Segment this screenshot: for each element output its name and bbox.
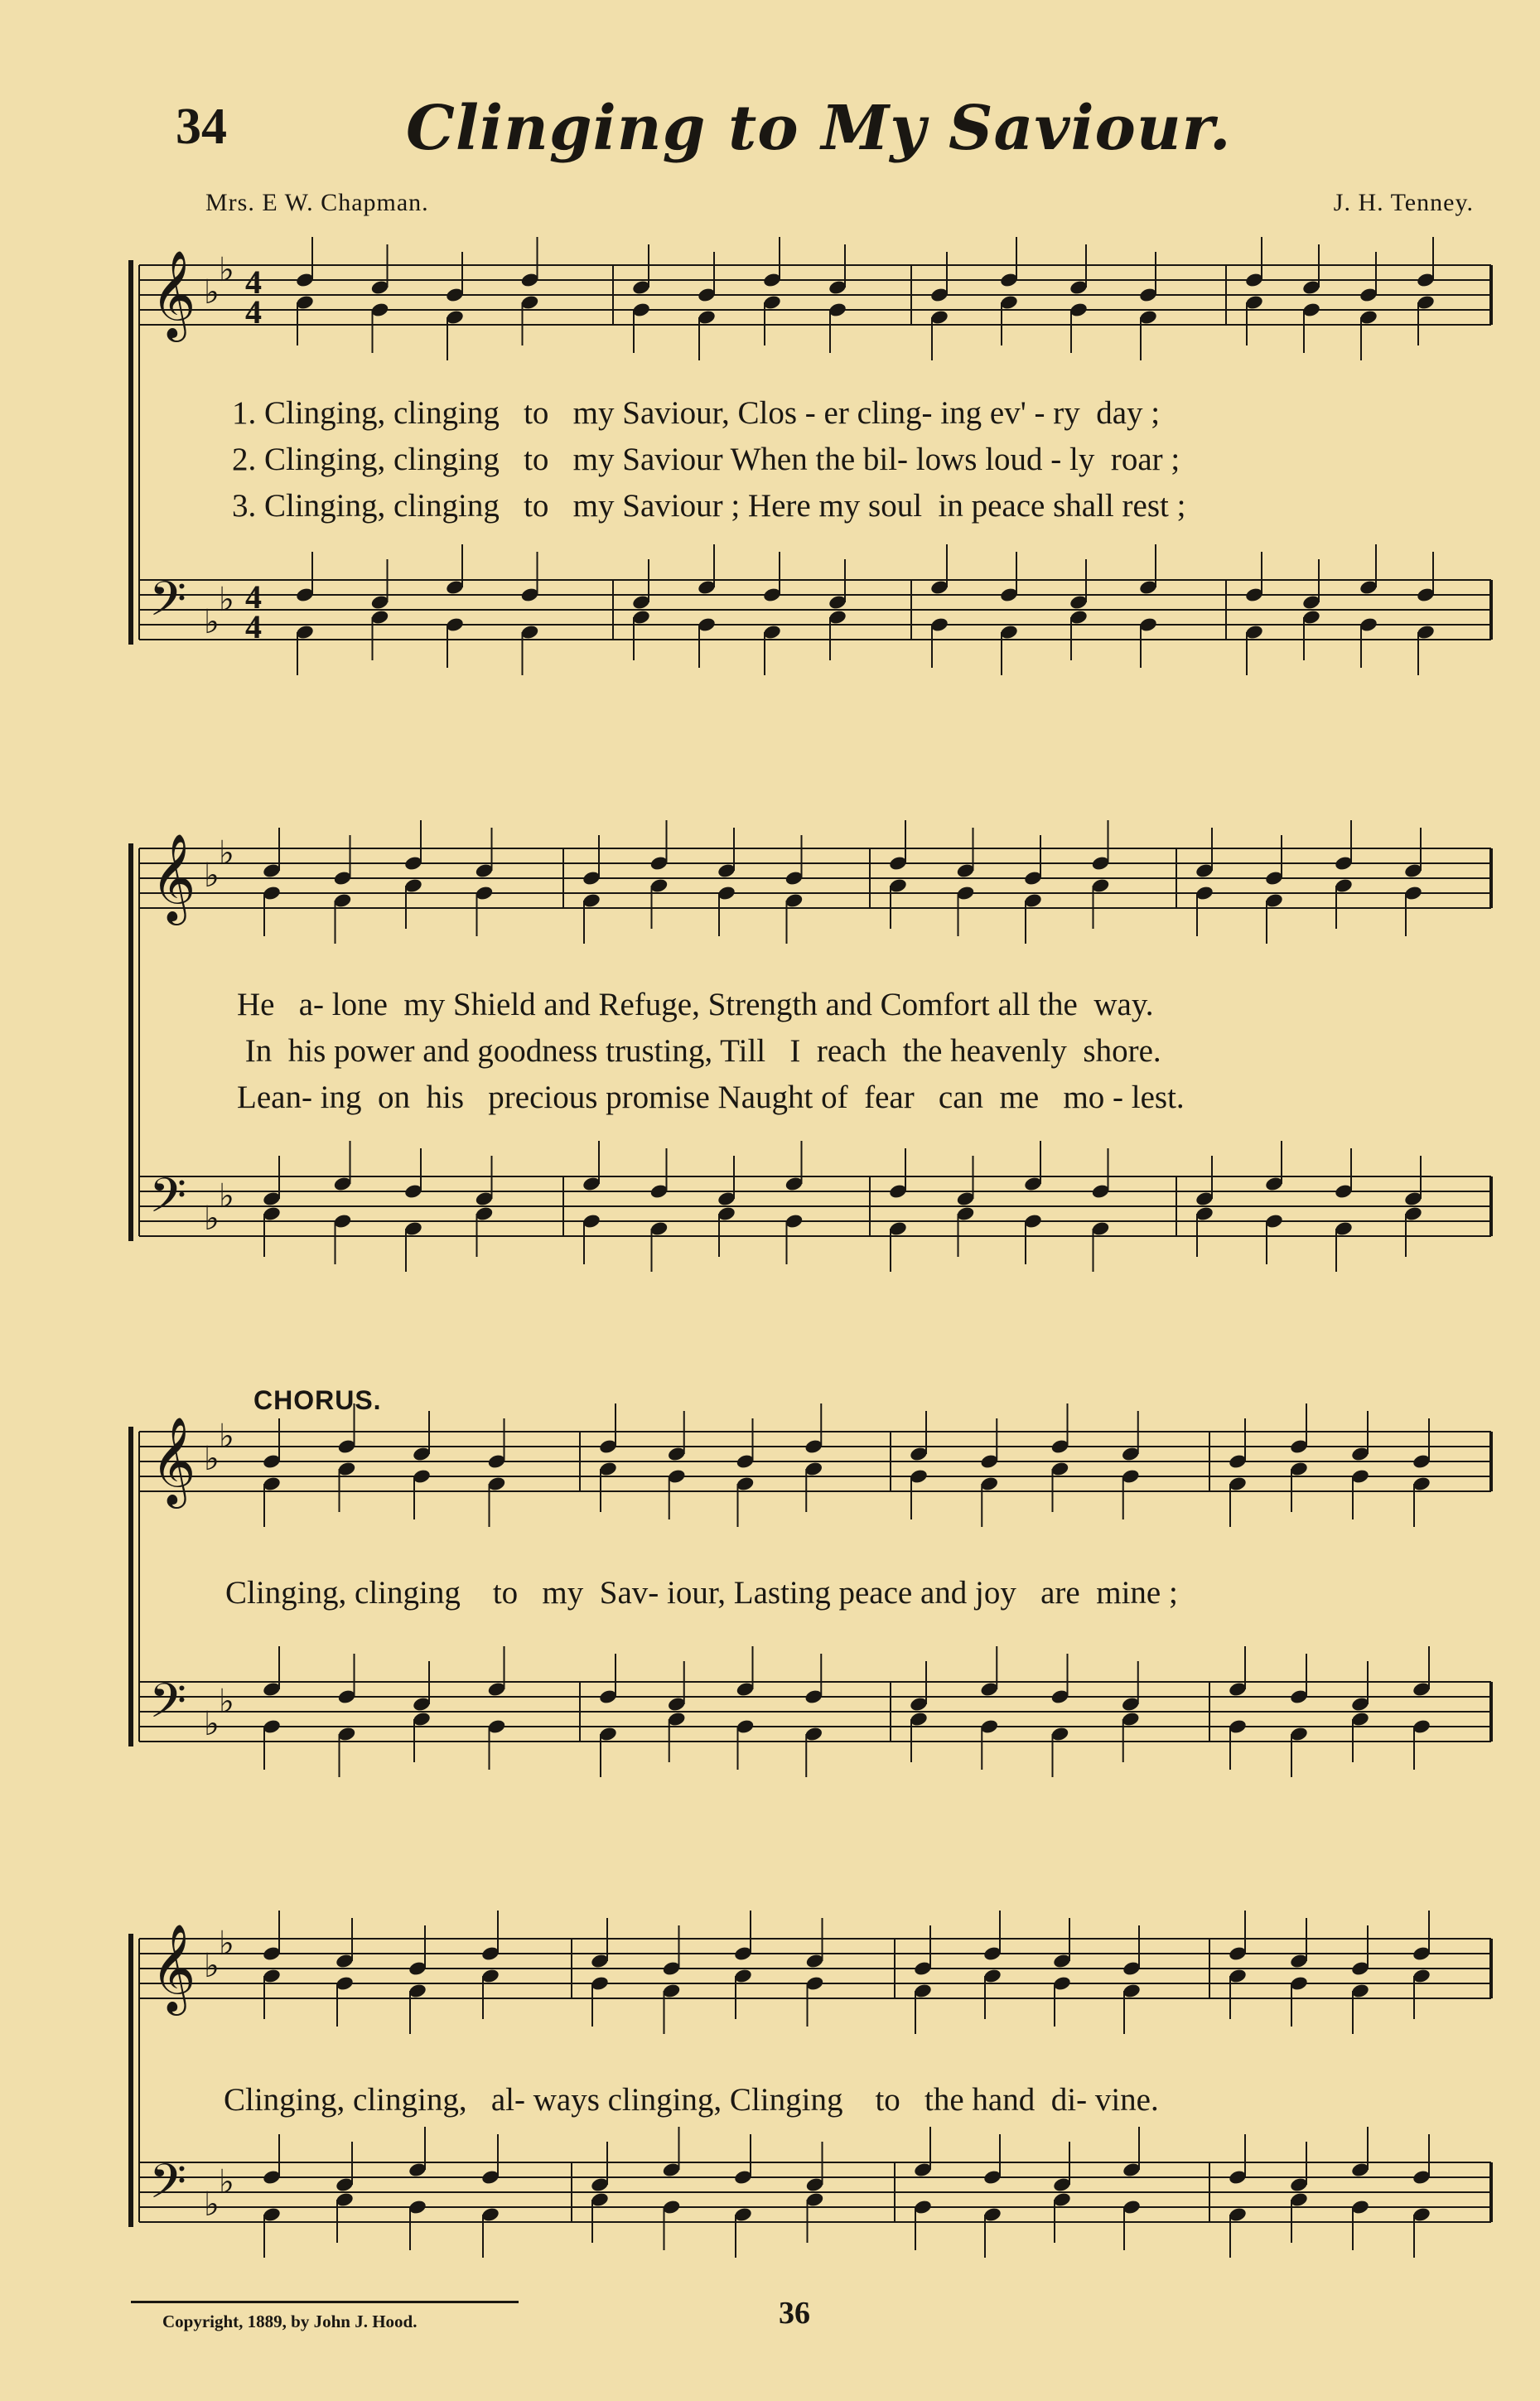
system-1-bass-time-signature: 4 xyxy=(245,578,262,616)
system-3-treble-clef-icon: 𝄞 xyxy=(151,1416,196,1505)
system-1-treble-time-signature: 4 xyxy=(245,263,262,301)
system-4-treble-clef-icon: 𝄞 xyxy=(151,1923,196,2012)
copyright-notice: Copyright, 1889, by John J. Hood. xyxy=(162,2312,418,2331)
system-3-treble-flat-icon: ♭ xyxy=(204,1440,220,1478)
chorus-label: CHORUS. xyxy=(253,1385,382,1415)
system-1-bass-flat-icon: ♭ xyxy=(219,581,234,619)
system-2-bass-flat-icon: ♭ xyxy=(204,1200,220,1238)
system-3-treble-flat-icon: ♭ xyxy=(219,1418,234,1456)
lyricist-credit: Mrs. E W. Chapman. xyxy=(205,189,429,216)
system-2-treble-flat-icon: ♭ xyxy=(219,834,234,872)
system-1-treble-flat-icon: ♭ xyxy=(219,251,234,289)
hymn-number: 34 xyxy=(176,99,227,155)
system-4-bass-flat-icon: ♭ xyxy=(219,2163,234,2201)
system-2-treble-flat-icon: ♭ xyxy=(204,857,220,895)
system-3-bass-flat-icon: ♭ xyxy=(219,1683,234,1721)
verse-1-line-2: He a- lone my Shield and Refuge, Strength and Comfort all the way. xyxy=(237,987,1154,1022)
system-1-treble-flat-icon: ♭ xyxy=(204,273,220,312)
verse-1-line-1: 1. Clinging, clinging to my Saviour, Clos - er cling- ing ev' - ry day ; xyxy=(232,395,1161,431)
system-1-bass-time-signature: 4 xyxy=(245,608,262,645)
page-number: 36 xyxy=(779,2296,810,2331)
system-4-treble-flat-icon: ♭ xyxy=(219,1925,234,1963)
system-3-bass-flat-icon: ♭ xyxy=(204,1705,220,1743)
chorus-line-1: Clinging, clinging to my Sav- iour, Lasting peace and joy are mine ; xyxy=(225,1575,1178,1611)
system-2-bass-clef-icon: 𝄢 xyxy=(149,1167,187,1235)
system-2-bass-flat-icon: ♭ xyxy=(219,1177,234,1215)
system-1-treble-clef-icon: 𝄞 xyxy=(151,249,196,338)
system-4-treble-flat-icon: ♭ xyxy=(204,1947,220,1985)
footer-rule xyxy=(131,2301,519,2303)
system-4-bass-flat-icon: ♭ xyxy=(204,2186,220,2224)
system-4-bass-clef-icon: 𝄢 xyxy=(149,2153,187,2221)
system-2-treble-clef-icon: 𝄞 xyxy=(151,833,196,921)
system-1-bass-flat-icon: ♭ xyxy=(204,603,220,641)
chorus-line-2: Clinging, clinging, al- ways clinging, Clinging to the hand di- vine. xyxy=(224,2082,1159,2118)
system-1-treble-time-signature: 4 xyxy=(245,293,262,331)
system-3-bass-clef-icon: 𝄢 xyxy=(149,1673,187,1741)
hymn-title: Clinging to My Saviour. xyxy=(406,93,1232,164)
verse-2-line-2: In his power and goodness trusting, Till I reach the heavenly shore. xyxy=(237,1033,1161,1069)
verse-3-line-2: Lean- ing on his precious promise Naught of fear can me mo - lest. xyxy=(237,1080,1185,1115)
verse-2-line-1: 2. Clinging, clinging to my Saviour When the bil- lows loud - ly roar ; xyxy=(232,442,1180,477)
composer-credit: J. H. Tenney. xyxy=(1333,189,1474,216)
system-1-bass-clef-icon: 𝄢 xyxy=(149,571,187,639)
verse-3-line-1: 3. Clinging, clinging to my Saviour ; Here my soul in peace shall rest ; xyxy=(232,488,1186,524)
